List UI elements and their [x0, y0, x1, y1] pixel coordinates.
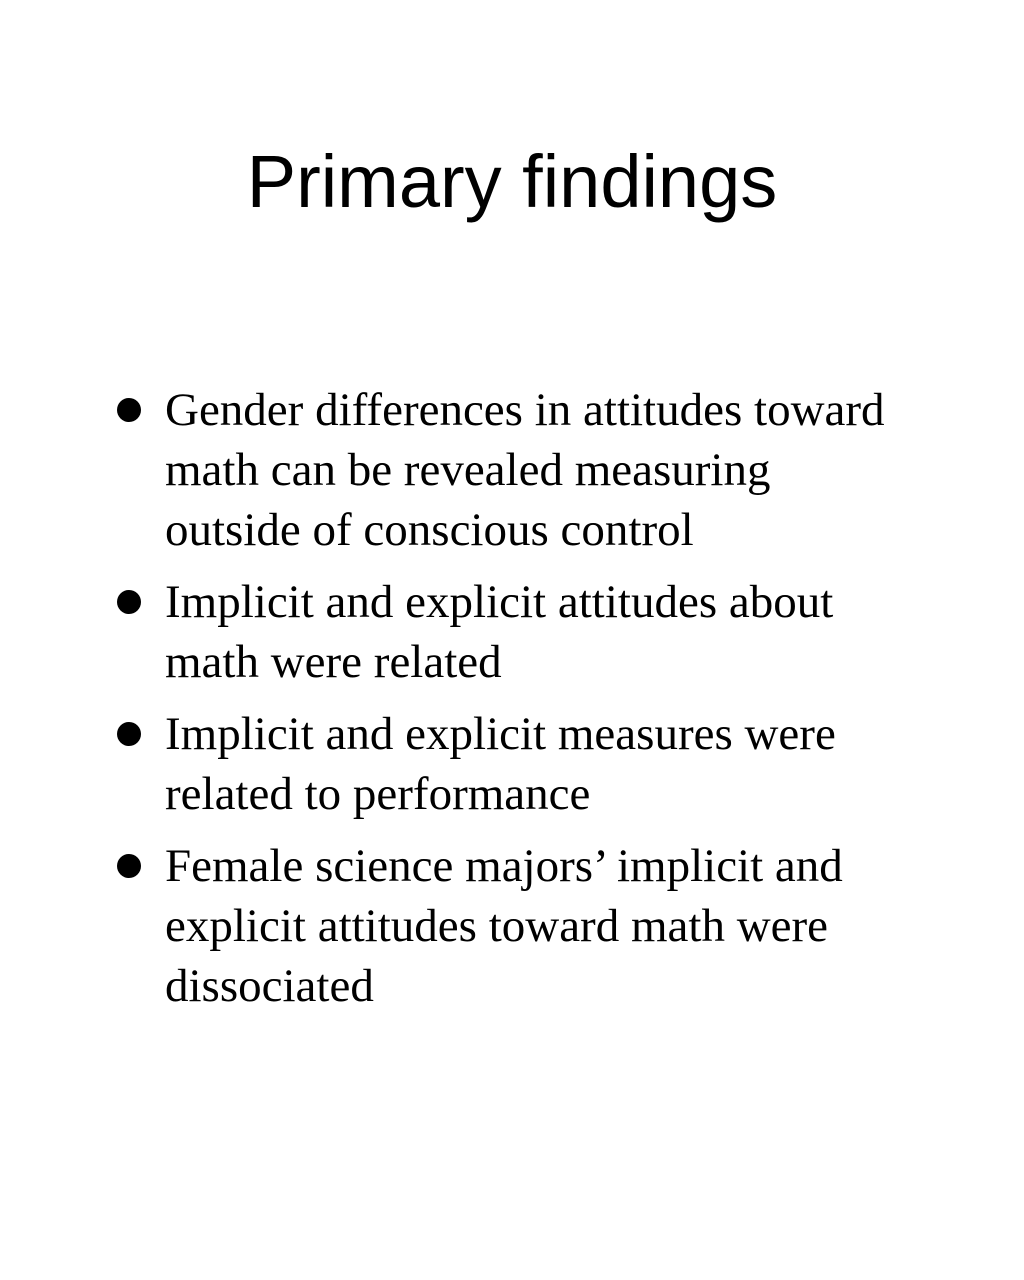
bullet-list	[115, 380, 915, 1028]
bullet-item	[115, 704, 915, 824]
bullet-item	[115, 572, 915, 692]
bullet-text: Female science majors’ implicit and explicit attitudes toward math were dissociated	[165, 840, 843, 1012]
bullet-item	[115, 836, 915, 1016]
slide-title: Primary findings	[246, 140, 778, 223]
bullet-text: Implicit and explicit measures were related to performance	[165, 708, 836, 820]
bullet-dot-icon	[117, 722, 141, 746]
bullet-text: Implicit and explicit attitudes about math were related	[165, 576, 834, 688]
bullet-dot-icon	[117, 398, 141, 422]
bullet-text: Gender differences in attitudes toward math can be revealed measuring outside of conscious control	[165, 384, 885, 556]
bullet-dot-icon	[117, 590, 141, 614]
bullet-item	[115, 380, 915, 560]
bullet-dot-icon	[117, 854, 141, 878]
